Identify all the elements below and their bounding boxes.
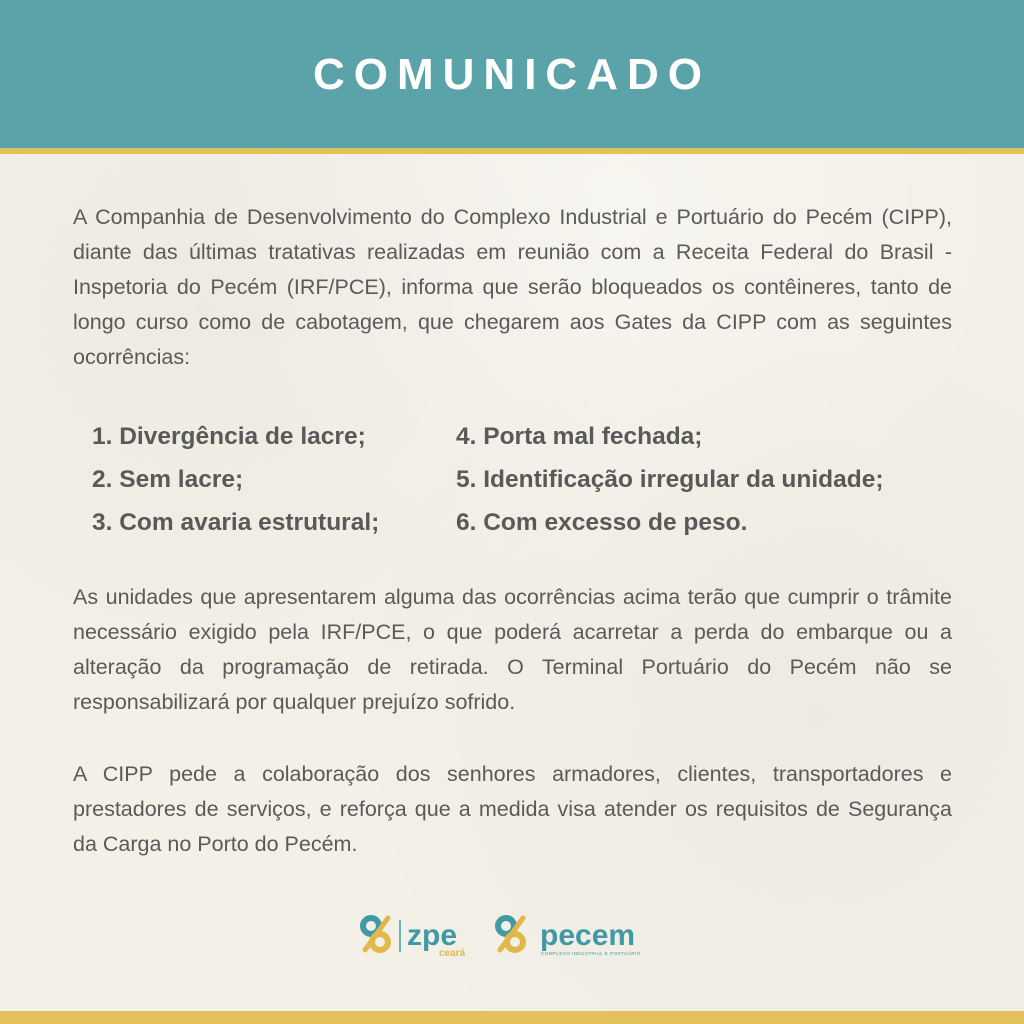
footer-bar xyxy=(0,1011,1024,1024)
cipp-symbol-icon xyxy=(498,918,523,950)
occurrence-item: 2. Sem lacre; xyxy=(92,466,244,493)
announcement-body xyxy=(73,200,952,862)
occurrence-list xyxy=(92,415,952,544)
page-title: COMUNICADO xyxy=(313,50,711,99)
intro-paragraph: A Companhia de Desenvolvimento do Complexo Industrial e Portuário do Pecém (CIPP), diante das últimas tratativas realizadas em reunião com a Receita Federal do Brasil - Inspetoria do Pecém (IRF/PCE), informa que serão bloqueados os contêineres, tanto de longo curso como de cabotagem, que chegarem aos Gates da CIPP com as seguintes ocorrências: xyxy=(73,205,952,369)
cipp-symbol-icon xyxy=(363,918,388,950)
pecem-subtext: COMPLEXO INDUSTRIAL E PORTUÁRIO xyxy=(541,951,641,956)
occurrence-item: 6. Com excesso de peso. xyxy=(456,509,748,536)
closing-paragraph: A CIPP pede a colaboração dos senhores armadores, clientes, transportadores e prestadores de serviços, e reforça que a medida visa atender os requisitos de Segurança da Carga no Porto do Pecém. xyxy=(73,762,952,856)
zpe-wordmark: zpe xyxy=(407,919,458,952)
occurrence-item: 4. Porta mal fechada; xyxy=(456,423,703,450)
header-divider xyxy=(0,148,1024,154)
occurrence-item: 5. Identificação irregular da unidade; xyxy=(456,466,884,493)
occurrence-item: 1. Divergência de lacre; xyxy=(92,423,366,450)
zpe-logo xyxy=(363,918,466,959)
pecem-logo xyxy=(498,918,641,956)
consequence-paragraph: As unidades que apresentarem alguma das ocorrências acima terão que cumprir o trâmite necessário exigido pela IRF/PCE, o que poderá acarretar a perda do embarque ou a alteração da programação de retirada. O Terminal Portuário do Pecém não se responsabilizará por qualquer prejuízo sofrido. xyxy=(73,585,952,714)
zpe-subtext: ceará xyxy=(439,948,466,959)
header-banner xyxy=(0,0,1024,148)
pecem-wordmark: pecem xyxy=(540,919,636,952)
partner-logos xyxy=(360,912,670,962)
occurrence-item: 3. Com avaria estrutural; xyxy=(92,509,380,536)
